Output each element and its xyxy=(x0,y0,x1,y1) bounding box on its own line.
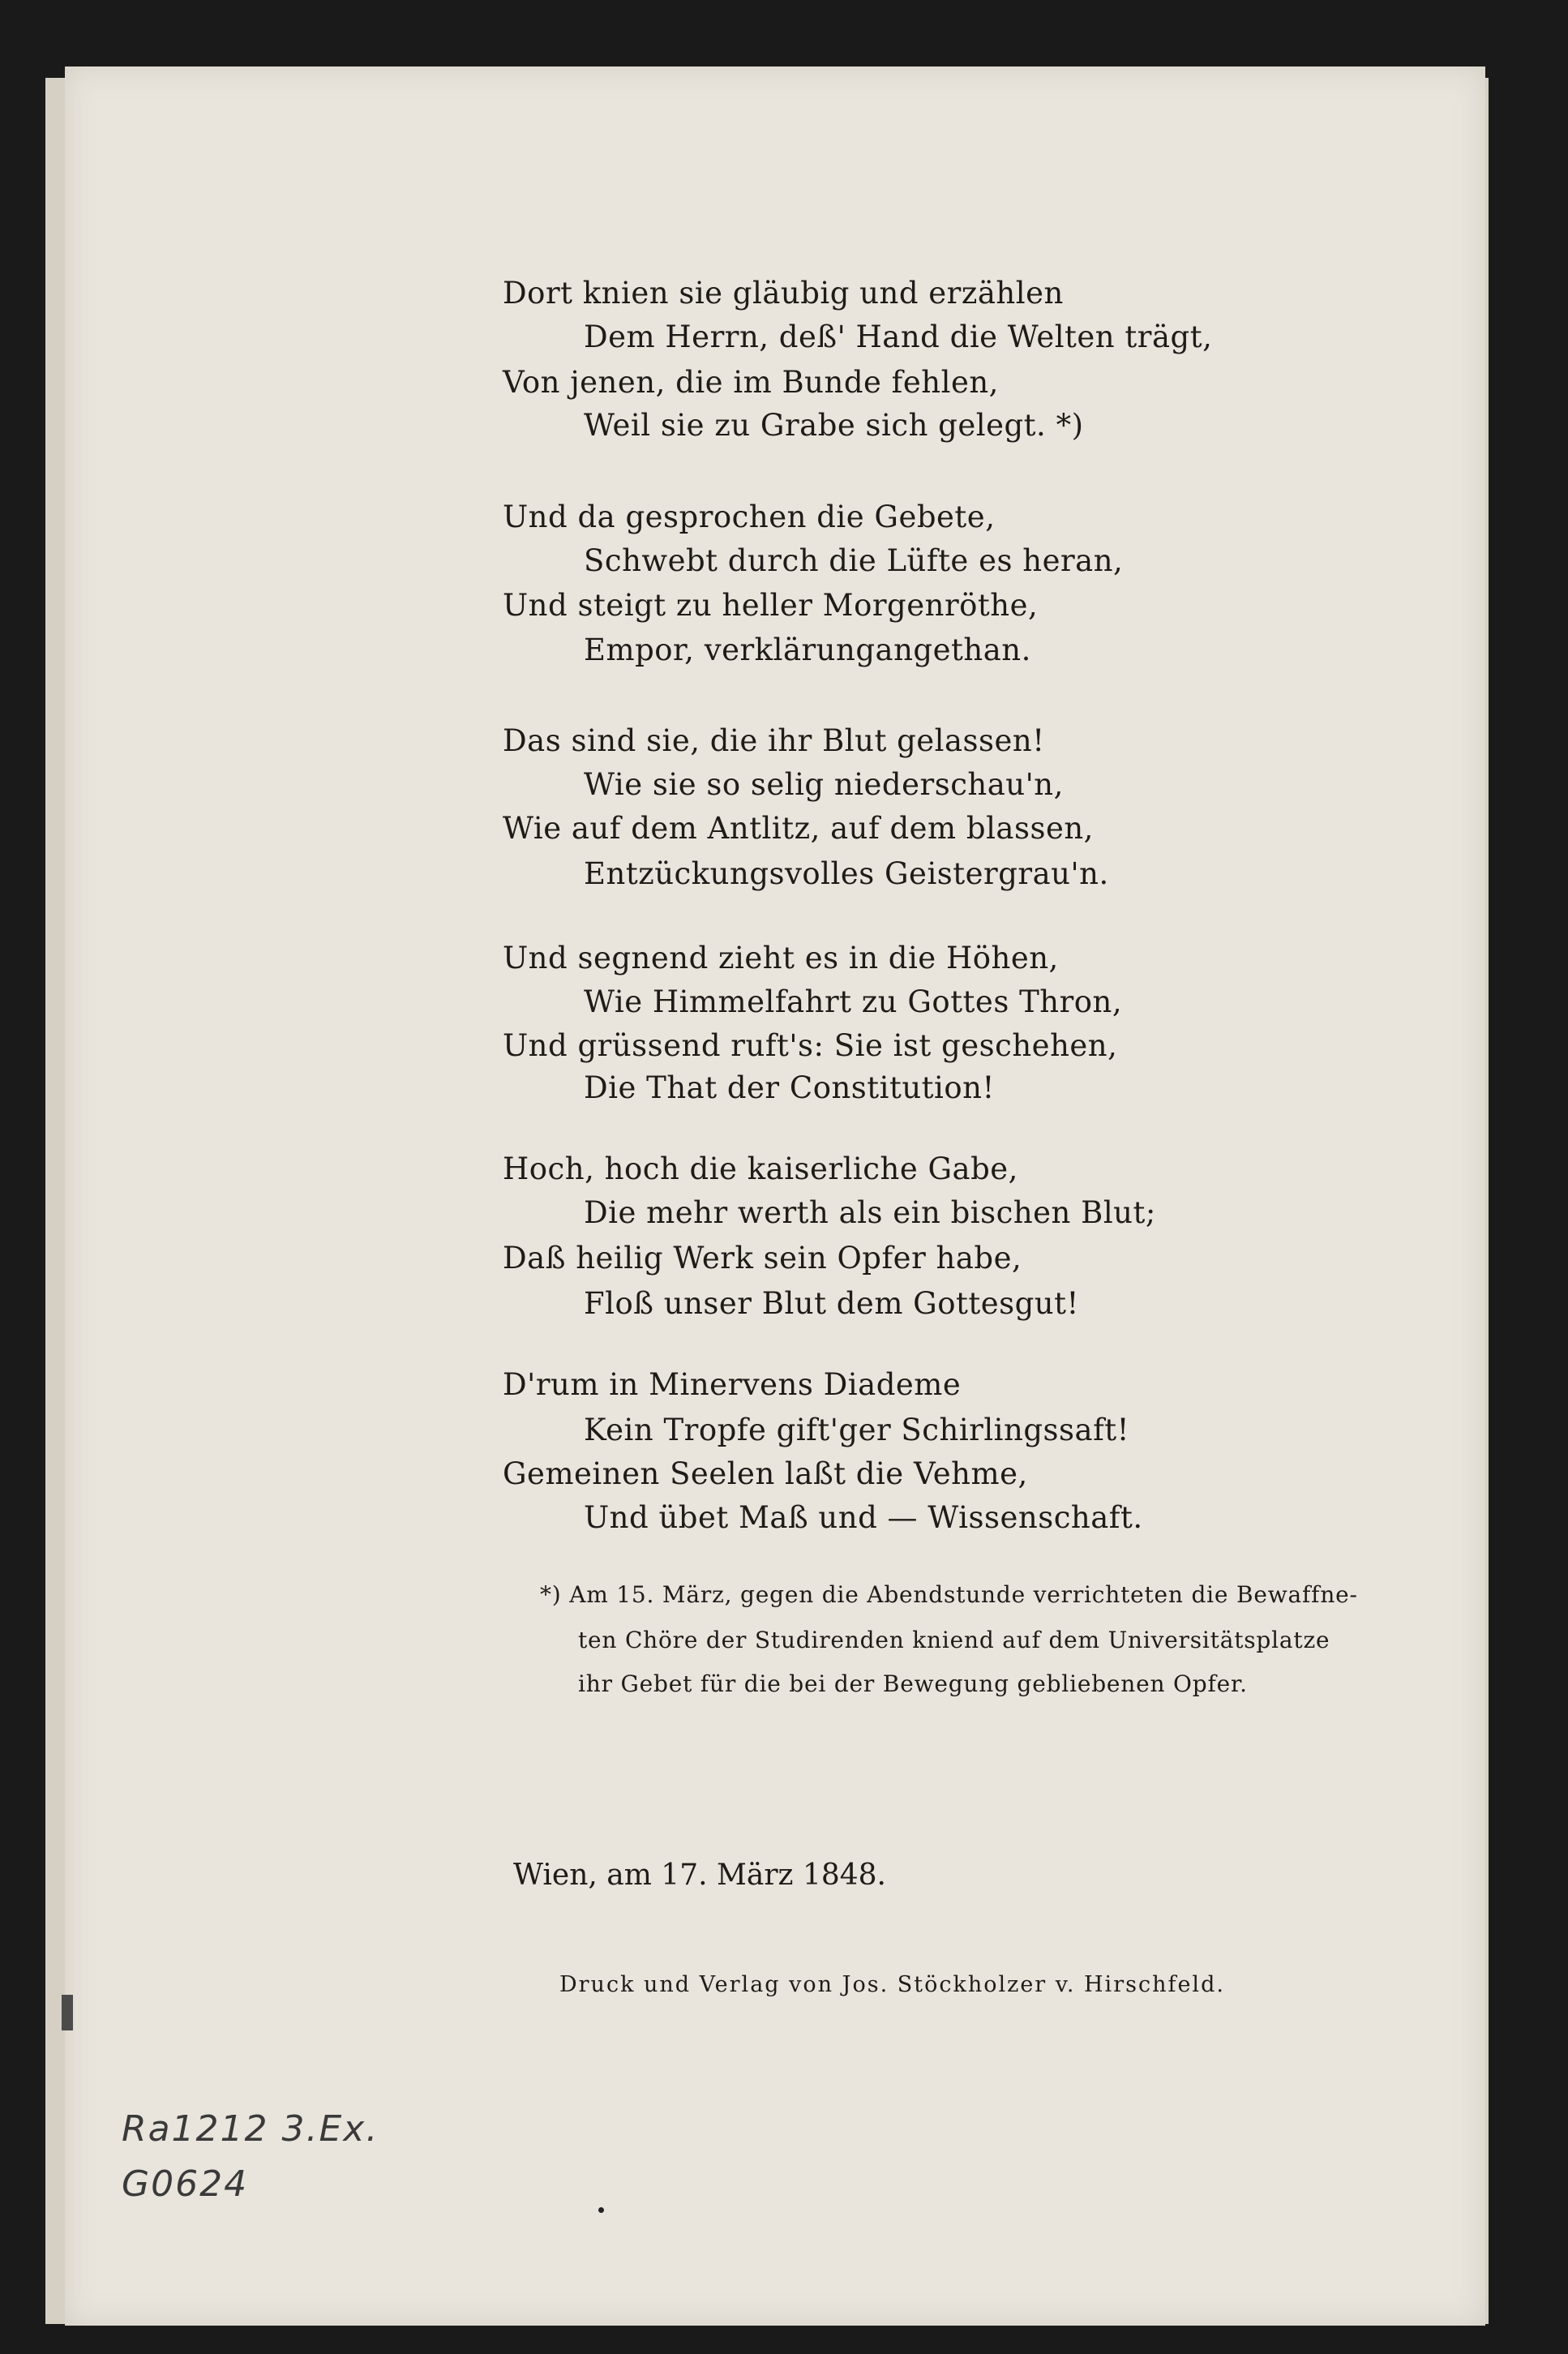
poem-line: Die mehr werth als ein bischen Blut; xyxy=(584,1195,1156,1230)
poem-line: D'rum in Minervens Diademe xyxy=(503,1367,962,1402)
poem-line: Und grüssend ruft's: Sie ist geschehen, xyxy=(503,1028,1118,1063)
poem-line: Von jenen, die im Bunde fehlen, xyxy=(503,365,999,400)
poem-line: Entzückungsvolles Geistergrau'n. xyxy=(584,856,1109,891)
poem-line: Und übet Maß und — Wissenschaft. xyxy=(584,1500,1143,1535)
poem-line: Das sind sie, die ihr Blut gelassen! xyxy=(503,723,1045,758)
poem-line: Die That der Constitution! xyxy=(584,1070,995,1105)
poem-line: Dem Herrn, deß' Hand die Welten trägt, xyxy=(584,319,1213,354)
poem-line: Wie auf dem Antlitz, auf dem blassen, xyxy=(503,811,1094,846)
poem-line: Und segnend zieht es in die Höhen, xyxy=(503,941,1059,975)
poem-line: Hoch, hoch die kaiserliche Gabe, xyxy=(503,1151,1018,1186)
poem-line: Empor, verklärungangethan. xyxy=(584,632,1031,667)
poem-line: Kein Tropfe gift'ger Schirlingssaft! xyxy=(584,1413,1129,1447)
poem-line: Weil sie zu Grabe sich gelegt. *) xyxy=(584,408,1084,443)
archive-mark-shelfmark: Ra1212 3.Ex. xyxy=(122,2108,379,2150)
printer-imprint: Druck und Verlag von Jos. Stöckholzer v. Hirschfeld. xyxy=(559,1972,1225,1997)
poem-line: Wie Himmelfahrt zu Gottes Thron, xyxy=(584,984,1123,1019)
poem-line: Und steigt zu heller Morgenröthe, xyxy=(503,588,1039,623)
footnote-line: *) Am 15. März, gegen die Abendstunde verrichteten die Bewaffne- xyxy=(540,1581,1358,1608)
footnote-line: ihr Gebet für die bei der Bewegung gebliebenen Opfer. xyxy=(578,1670,1248,1697)
poem-line: Floß unser Blut dem Gottesgut! xyxy=(584,1286,1079,1321)
poem-line: Schwebt durch die Lüfte es heran, xyxy=(584,543,1124,578)
ink-dot xyxy=(598,2207,604,2213)
poem-line: Dort knien sie gläubig und erzählen xyxy=(503,276,1064,311)
poem-line: Daß heilig Werk sein Opfer habe, xyxy=(503,1241,1022,1276)
poem-line: Und da gesprochen die Gebete, xyxy=(503,500,996,534)
poem-line: Gemeinen Seelen laßt die Vehme, xyxy=(503,1456,1028,1491)
archive-mark-number: G0624 xyxy=(122,2163,249,2205)
binding-mark xyxy=(62,1995,73,2030)
poem-line: Wie sie so selig niederschau'n, xyxy=(584,767,1064,802)
dateline: Wien, am 17. März 1848. xyxy=(513,1859,887,1892)
footnote-line: ten Chöre der Studirenden kniend auf dem Universitätsplatze xyxy=(578,1627,1330,1653)
